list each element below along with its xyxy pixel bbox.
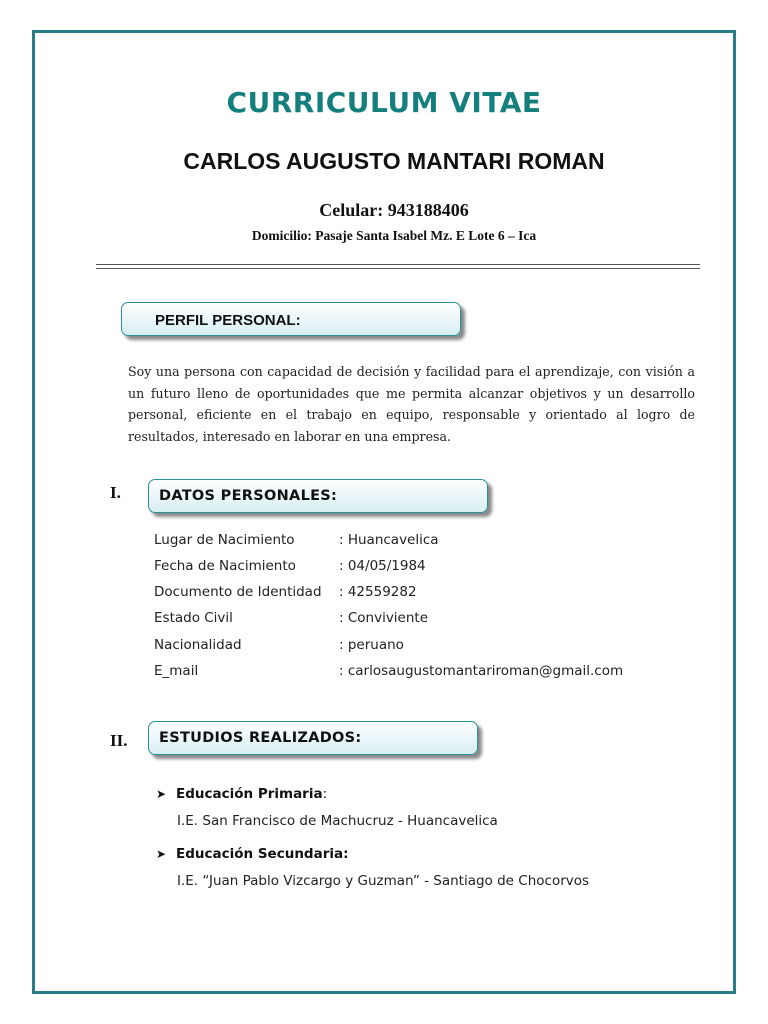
- education-detail: I.E. San Francisco de Machucruz - Huancavelica: [177, 813, 498, 829]
- education-title: Educación Secundaria:: [176, 846, 349, 862]
- data-label: Nacionalidad: [154, 637, 242, 653]
- section-numeral-estudios: II.: [110, 731, 128, 750]
- education-item: [156, 786, 327, 802]
- arrow-bullet-icon: ➤: [156, 847, 167, 861]
- estudios-heading-label: ESTUDIOS REALIZADOS:: [159, 730, 362, 746]
- phone-line: Celular: 943188406: [319, 200, 469, 220]
- header-divider-second: [96, 268, 700, 269]
- header-divider: [96, 264, 700, 265]
- perfil-heading-label: PERFIL PERSONAL:: [155, 312, 301, 329]
- email-link[interactable]: : carlosaugustomantariroman@gmail.com: [339, 663, 624, 679]
- data-value: : 42559282: [339, 584, 417, 600]
- education-item: [156, 846, 349, 862]
- section-numeral-datos: I.: [110, 483, 121, 502]
- education-detail: I.E. “Juan Pablo Vizcargo y Guzman” - Santiago de Chocorvos: [177, 873, 590, 889]
- datos-heading-label: DATOS PERSONALES:: [159, 488, 338, 504]
- address-line: Domicilio: Pasaje Santa Isabel Mz. E Lote 6 – Ica: [251, 228, 537, 243]
- candidate-name: CARLOS AUGUSTO MANTARI ROMAN: [183, 148, 605, 174]
- data-value: : Conviviente: [339, 610, 429, 626]
- section-heading-perfil: [121, 302, 461, 336]
- data-value: : 04/05/1984: [339, 558, 426, 574]
- data-value: : Huancavelica: [339, 532, 439, 548]
- data-label: E_mail: [154, 663, 199, 679]
- profile-paragraph: Soy una persona con capacidad de decisión y facilidad para el aprendizaje, con visión a un futuro lleno de oportunidades que me permita alcanzar objetivos y un desarrollo personal, eficiente en el trabajo en equipo, responsable y orientado al logro de resultados, interesado en laborar en una empresa.: [128, 364, 695, 444]
- data-label: Estado Civil: [154, 610, 233, 626]
- section-heading-estudios: [148, 721, 478, 755]
- section-heading-datos: [148, 479, 488, 513]
- data-label: Documento de Identidad: [154, 584, 322, 600]
- data-label: Lugar de Nacimiento: [154, 532, 295, 548]
- data-label: Fecha de Nacimiento: [154, 558, 296, 574]
- education-title: Educación Primaria: [176, 786, 323, 802]
- arrow-bullet-icon: ➤: [156, 787, 167, 801]
- document-title: CURRICULUM VITAE: [226, 86, 542, 119]
- education-title-suffix: :: [322, 786, 328, 802]
- data-value: : peruano: [339, 637, 404, 653]
